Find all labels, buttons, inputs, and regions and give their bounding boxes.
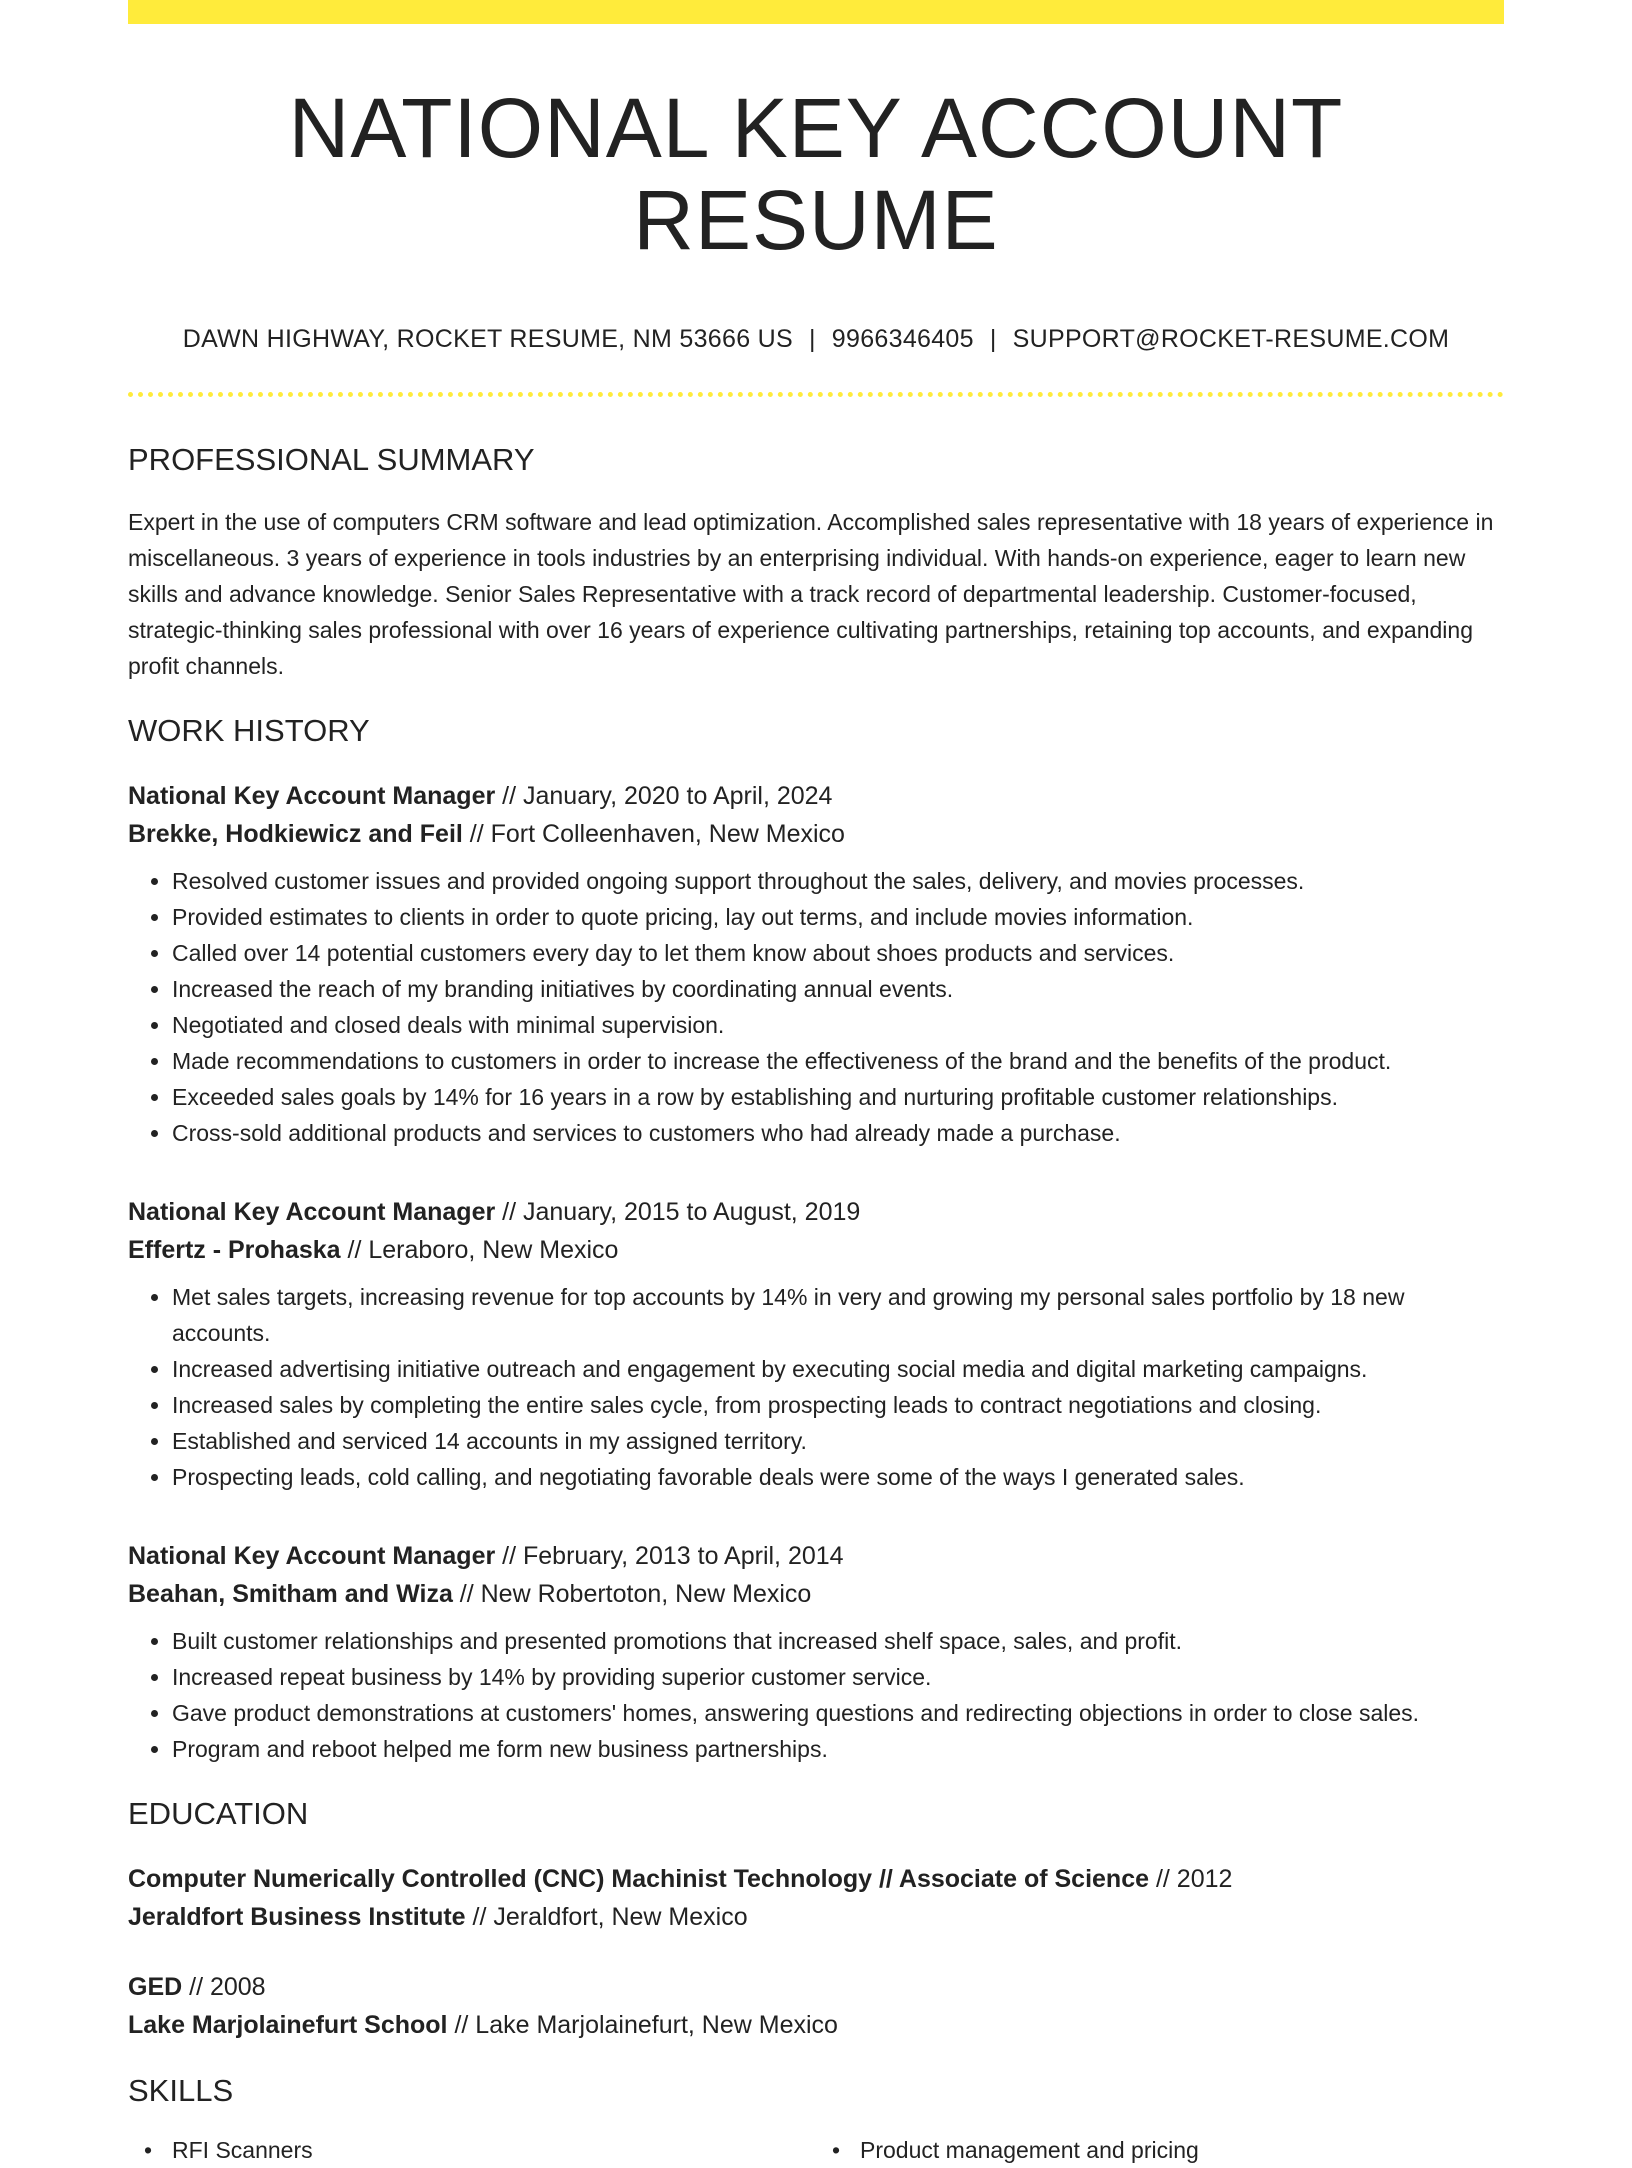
job-bullet: • Negotiated and closed deals with minimal supervision. — [172, 1007, 1504, 1043]
job-bullet: • Increased sales by completing the entire sales cycle, from prospecting leads to contract negotiations and closing. — [172, 1387, 1504, 1423]
skills-heading: SKILLS — [128, 2073, 234, 2109]
job-title: National Key Account Manager — [128, 782, 496, 811]
skill-item: • Product management and pricing — [816, 2132, 1504, 2168]
education-year: // 2012 — [1149, 1865, 1233, 1894]
education-location: // Lake Marjolainefurt, New Mexico — [447, 2011, 838, 2040]
job-location: // New Robertoton, New Mexico — [452, 1580, 812, 1609]
job-company-line — [128, 1575, 1504, 1613]
job-bullet: • Program and reboot helped me form new business partnerships. — [172, 1731, 1504, 1767]
job-company-line — [128, 815, 1504, 853]
job-bullet: • Built customer relationships and presented promotions that increased shelf space, sales, and profit. — [172, 1623, 1504, 1659]
resume-page — [128, 0, 1504, 2168]
job-bullets — [128, 863, 1504, 1151]
job-bullet: • Met sales targets, increasing revenue for top accounts by 14% in very and growing my personal sales portfolio by 18 new accounts. — [172, 1279, 1504, 1351]
job-bullet: • Increased advertising initiative outreach and engagement by executing social media and digital marketing campaigns. — [172, 1351, 1504, 1387]
job-bullet: • Made recommendations to customers in order to increase the effectiveness of the brand and the benefits of the product. — [172, 1043, 1504, 1079]
skills-list — [128, 2132, 1504, 2168]
education-heading: EDUCATION — [128, 1796, 309, 1832]
job-bullet: • Gave product demonstrations at customers' homes, answering questions and redirecting objections in order to close sales. — [172, 1695, 1504, 1731]
contact-separator: | — [989, 324, 997, 353]
job-dates: // January, 2020 to April, 2024 — [495, 782, 833, 811]
job-title-line — [128, 1193, 1504, 1231]
job-company-line — [128, 1231, 1504, 1269]
job-bullet: • Prospecting leads, cold calling, and negotiating favorable deals were some of the ways I generated sales. — [172, 1459, 1504, 1495]
job-dates: // January, 2015 to August, 2019 — [495, 1198, 861, 1227]
education-entry — [128, 1860, 1504, 1936]
job-title-line — [128, 777, 1504, 815]
job-company: Brekke, Hodkiewicz and Feil — [128, 820, 463, 849]
job-bullet: • Increased repeat business by 14% by providing superior customer service. — [172, 1659, 1504, 1695]
summary-text: Expert in the use of computers CRM software and lead optimization. Accomplished sales representative with 18 years of experience in miscellaneous. 3 years of experience in tools industries by an enterprising individual. With hands-on experience, eager to learn new skills and advance knowledge. Senior Sales Representative with a track record of departmental leadership. Customer-focused, strategic-thinking sales professional with over 16 years of experience cultivating partnerships, retaining top accounts, and expanding profit channels. — [128, 508, 1494, 679]
education-school: Jeraldfort Business Institute — [128, 1903, 466, 1932]
work-history-heading: WORK HISTORY — [128, 712, 370, 748]
skill-item: • RFI Scanners — [128, 2132, 816, 2168]
education-school: Lake Marjolainefurt School — [128, 2011, 448, 2040]
job-bullet: • Resolved customer issues and provided ongoing support throughout the sales, delivery, and movies processes. — [172, 863, 1504, 899]
job-bullet: • Increased the reach of my branding initiatives by coordinating annual events. — [172, 971, 1504, 1007]
job-company: Beahan, Smitham and Wiza — [128, 1580, 453, 1609]
job-title: National Key Account Manager — [128, 1542, 496, 1571]
job-bullet: • Provided estimates to clients in order to quote pricing, lay out terms, and include movies information. — [172, 899, 1504, 935]
summary-heading: PROFESSIONAL SUMMARY — [128, 441, 535, 477]
education-school-line — [128, 2006, 1504, 2044]
job-dates: // February, 2013 to April, 2014 — [495, 1542, 844, 1571]
education-degree-line — [128, 1968, 1504, 2006]
contact-phone: 9966346405 — [831, 324, 974, 353]
education-school-line — [128, 1898, 1504, 1936]
job-bullet: • Exceeded sales goals by 14% for 16 years in a row by establishing and nurturing profitable customer relationships. — [172, 1079, 1504, 1115]
job-bullets — [128, 1279, 1504, 1495]
resume-title: NATIONAL KEY ACCOUNT RESUME — [288, 81, 1344, 268]
top-accent-bar — [128, 0, 1504, 24]
job-bullet: • Established and serviced 14 accounts in my assigned territory. — [172, 1423, 1504, 1459]
education-entry — [128, 1968, 1504, 2044]
job-bullet: • Cross-sold additional products and services to customers who had already made a purchase. — [172, 1115, 1504, 1151]
job-entry — [128, 1193, 1504, 1495]
contact-address: DAWN HIGHWAY, ROCKET RESUME, NM 53666 US — [182, 324, 793, 353]
job-location: // Fort Colleenhaven, New Mexico — [462, 820, 845, 849]
education-degree-line — [128, 1860, 1504, 1898]
contact-separator: | — [809, 324, 816, 353]
job-bullet: • Called over 14 potential customers every day to let them know about shoes products and services. — [172, 935, 1504, 971]
education-year: // 2008 — [182, 1973, 266, 2002]
contact-line — [128, 325, 1504, 354]
job-title-line — [128, 1537, 1504, 1575]
job-entry — [128, 1537, 1504, 1767]
dotted-divider — [128, 392, 1504, 397]
education-degree: Computer Numerically Controlled (CNC) Machinist Technology // Associate of Science — [128, 1865, 1150, 1894]
job-title: National Key Account Manager — [128, 1198, 496, 1227]
contact-email: SUPPORT@ROCKET-RESUME.COM — [1012, 324, 1450, 353]
job-entry — [128, 777, 1504, 1151]
job-company: Effertz - Prohaska — [128, 1236, 341, 1265]
education-location: // Jeraldfort, New Mexico — [465, 1903, 748, 1932]
education-degree: GED — [128, 1973, 183, 2002]
job-location: // Leraboro, New Mexico — [340, 1236, 619, 1265]
job-bullets — [128, 1623, 1504, 1767]
